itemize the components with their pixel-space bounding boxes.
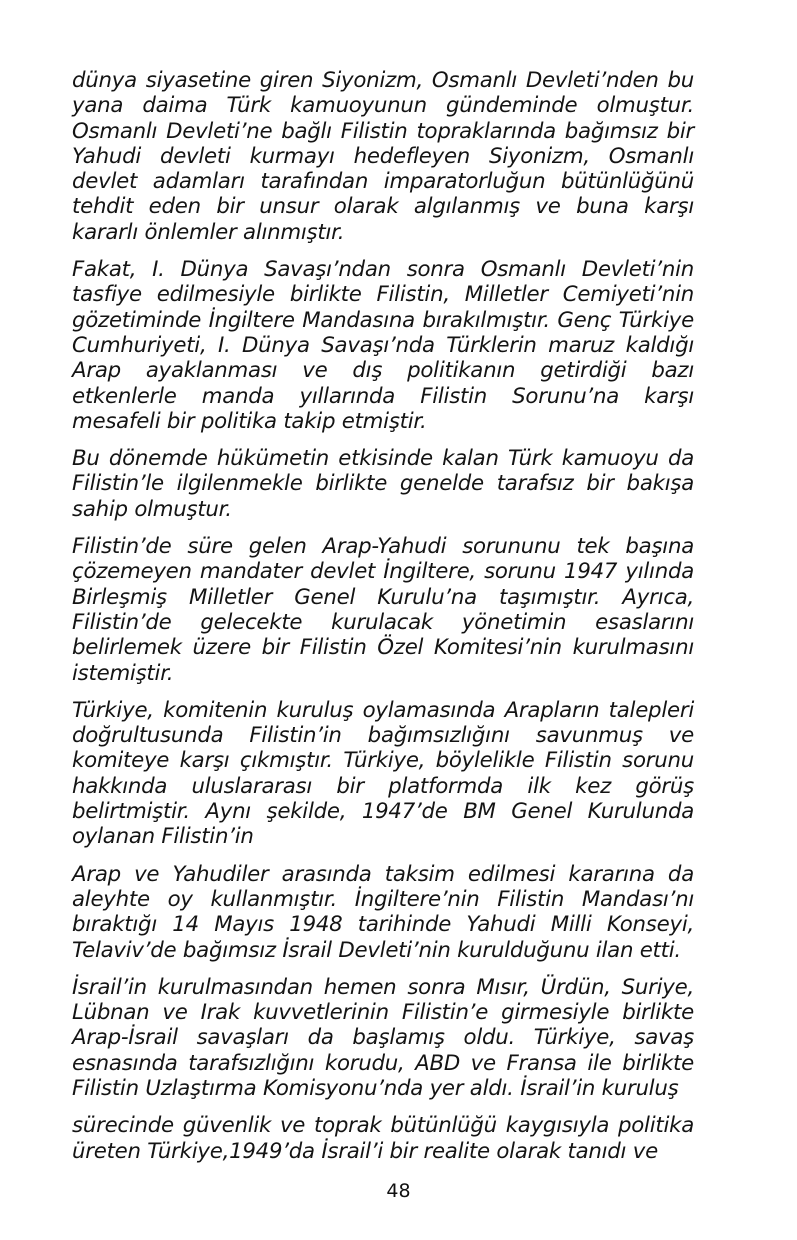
text-column bbox=[72, 68, 694, 1176]
paragraph: Türkiye, komitenin kuruluş oylamasında Arapların talepleri doğrultusunda Filistin’in bağımsızlığını savunmuş ve komiteye karşı çıkmıştır. Türkiye, böylelikle Filistin sorunu hakkında uluslararası bir platformda ilk kez görüş belirtmiştir. Aynı şekilde, 1947’de BM Genel Kurulunda oylanan Filistin’in bbox=[72, 697, 694, 850]
paragraph: İsrail’in kurulmasından hemen sonra Mısır, Ürdün, Suriye, Lübnan ve Irak kuvvetlerinin Filistin’e girmesiyle birlikte Arap-İsrail savaşları da başlamış oldu. Türkiye, savaş esnasında tarafsızlığını korudu, ABD ve Fransa ile birlikte Filistin Uzlaştırma Komisyonu’nda yer aldı. İsrail’in kuruluş bbox=[72, 974, 694, 1101]
paragraph: Arap ve Yahudiler arasında taksim edilmesi kararına da aleyhte oy kullanmıştır. İngiltere’nin Filistin Mandası’nı bıraktığı 14 Mayıs 1948 tarihinde Yahudi Milli Konseyi, Telaviv’de bağımsız İsrail Devleti’nin kurulduğunu ilan etti. bbox=[72, 861, 694, 963]
paragraph: Fakat, I. Dünya Savaşı’ndan sonra Osmanlı Devleti’nin tasfiye edilmesiyle birlikte Filistin, Milletler Cemiyeti’nin gözetiminde İngiltere Mandasına bırakılmıştır. Genç Türkiye Cumhuriyeti, I. Dünya Savaşı’nda Türklerin maruz kaldığı Arap ayaklanması ve dış politikanın getirdiği bazı etkenlerle manda yıllarında Filistin Sorunu’na karşı mesafeli bir politika takip etmiştir. bbox=[72, 257, 694, 434]
paragraph: dünya siyasetine giren Siyonizm, Osmanlı Devleti’nden bu yana daima Türk kamuoyunun gündeminde olmuştur. Osmanlı Devleti’ne bağlı Filistin topraklarında bağımsız bir Yahudi devleti kurmayı hedefleyen Siyonizm, Osmanlı devlet adamları tarafından imparatorluğun bütünlüğünü tehdit eden bir unsur olarak algılanmış ve buna karşı kararlı önlemler alınmıştır. bbox=[72, 68, 694, 245]
paragraph: Filistin’de süre gelen Arap-Yahudi sorununu tek başına çözemeyen mandater devlet İngiltere, sorunu 1947 yılında Birleşmiş Milletler Genel Kurulu’na taşımıştır. Ayrıca, Filistin’de gelecekte kurulacak yönetimin esaslarını belirlemek üzere bir Filistin Özel Komitesi’nin kurulmasını istemiştir. bbox=[72, 534, 694, 686]
paragraph: Bu dönemde hükümetin etkisinde kalan Türk kamuoyu da Filistin’le ilgilenmekle birlikte genelde tarafsız bir bakışa sahip olmuştur. bbox=[72, 446, 694, 522]
page-number: 48 bbox=[386, 1180, 411, 1202]
paragraph: sürecinde güvenlik ve toprak bütünlüğü kaygısıyla politika üreten Türkiye,1949’da İsrail’i bir realite olarak tanıdı ve bbox=[72, 1113, 694, 1164]
